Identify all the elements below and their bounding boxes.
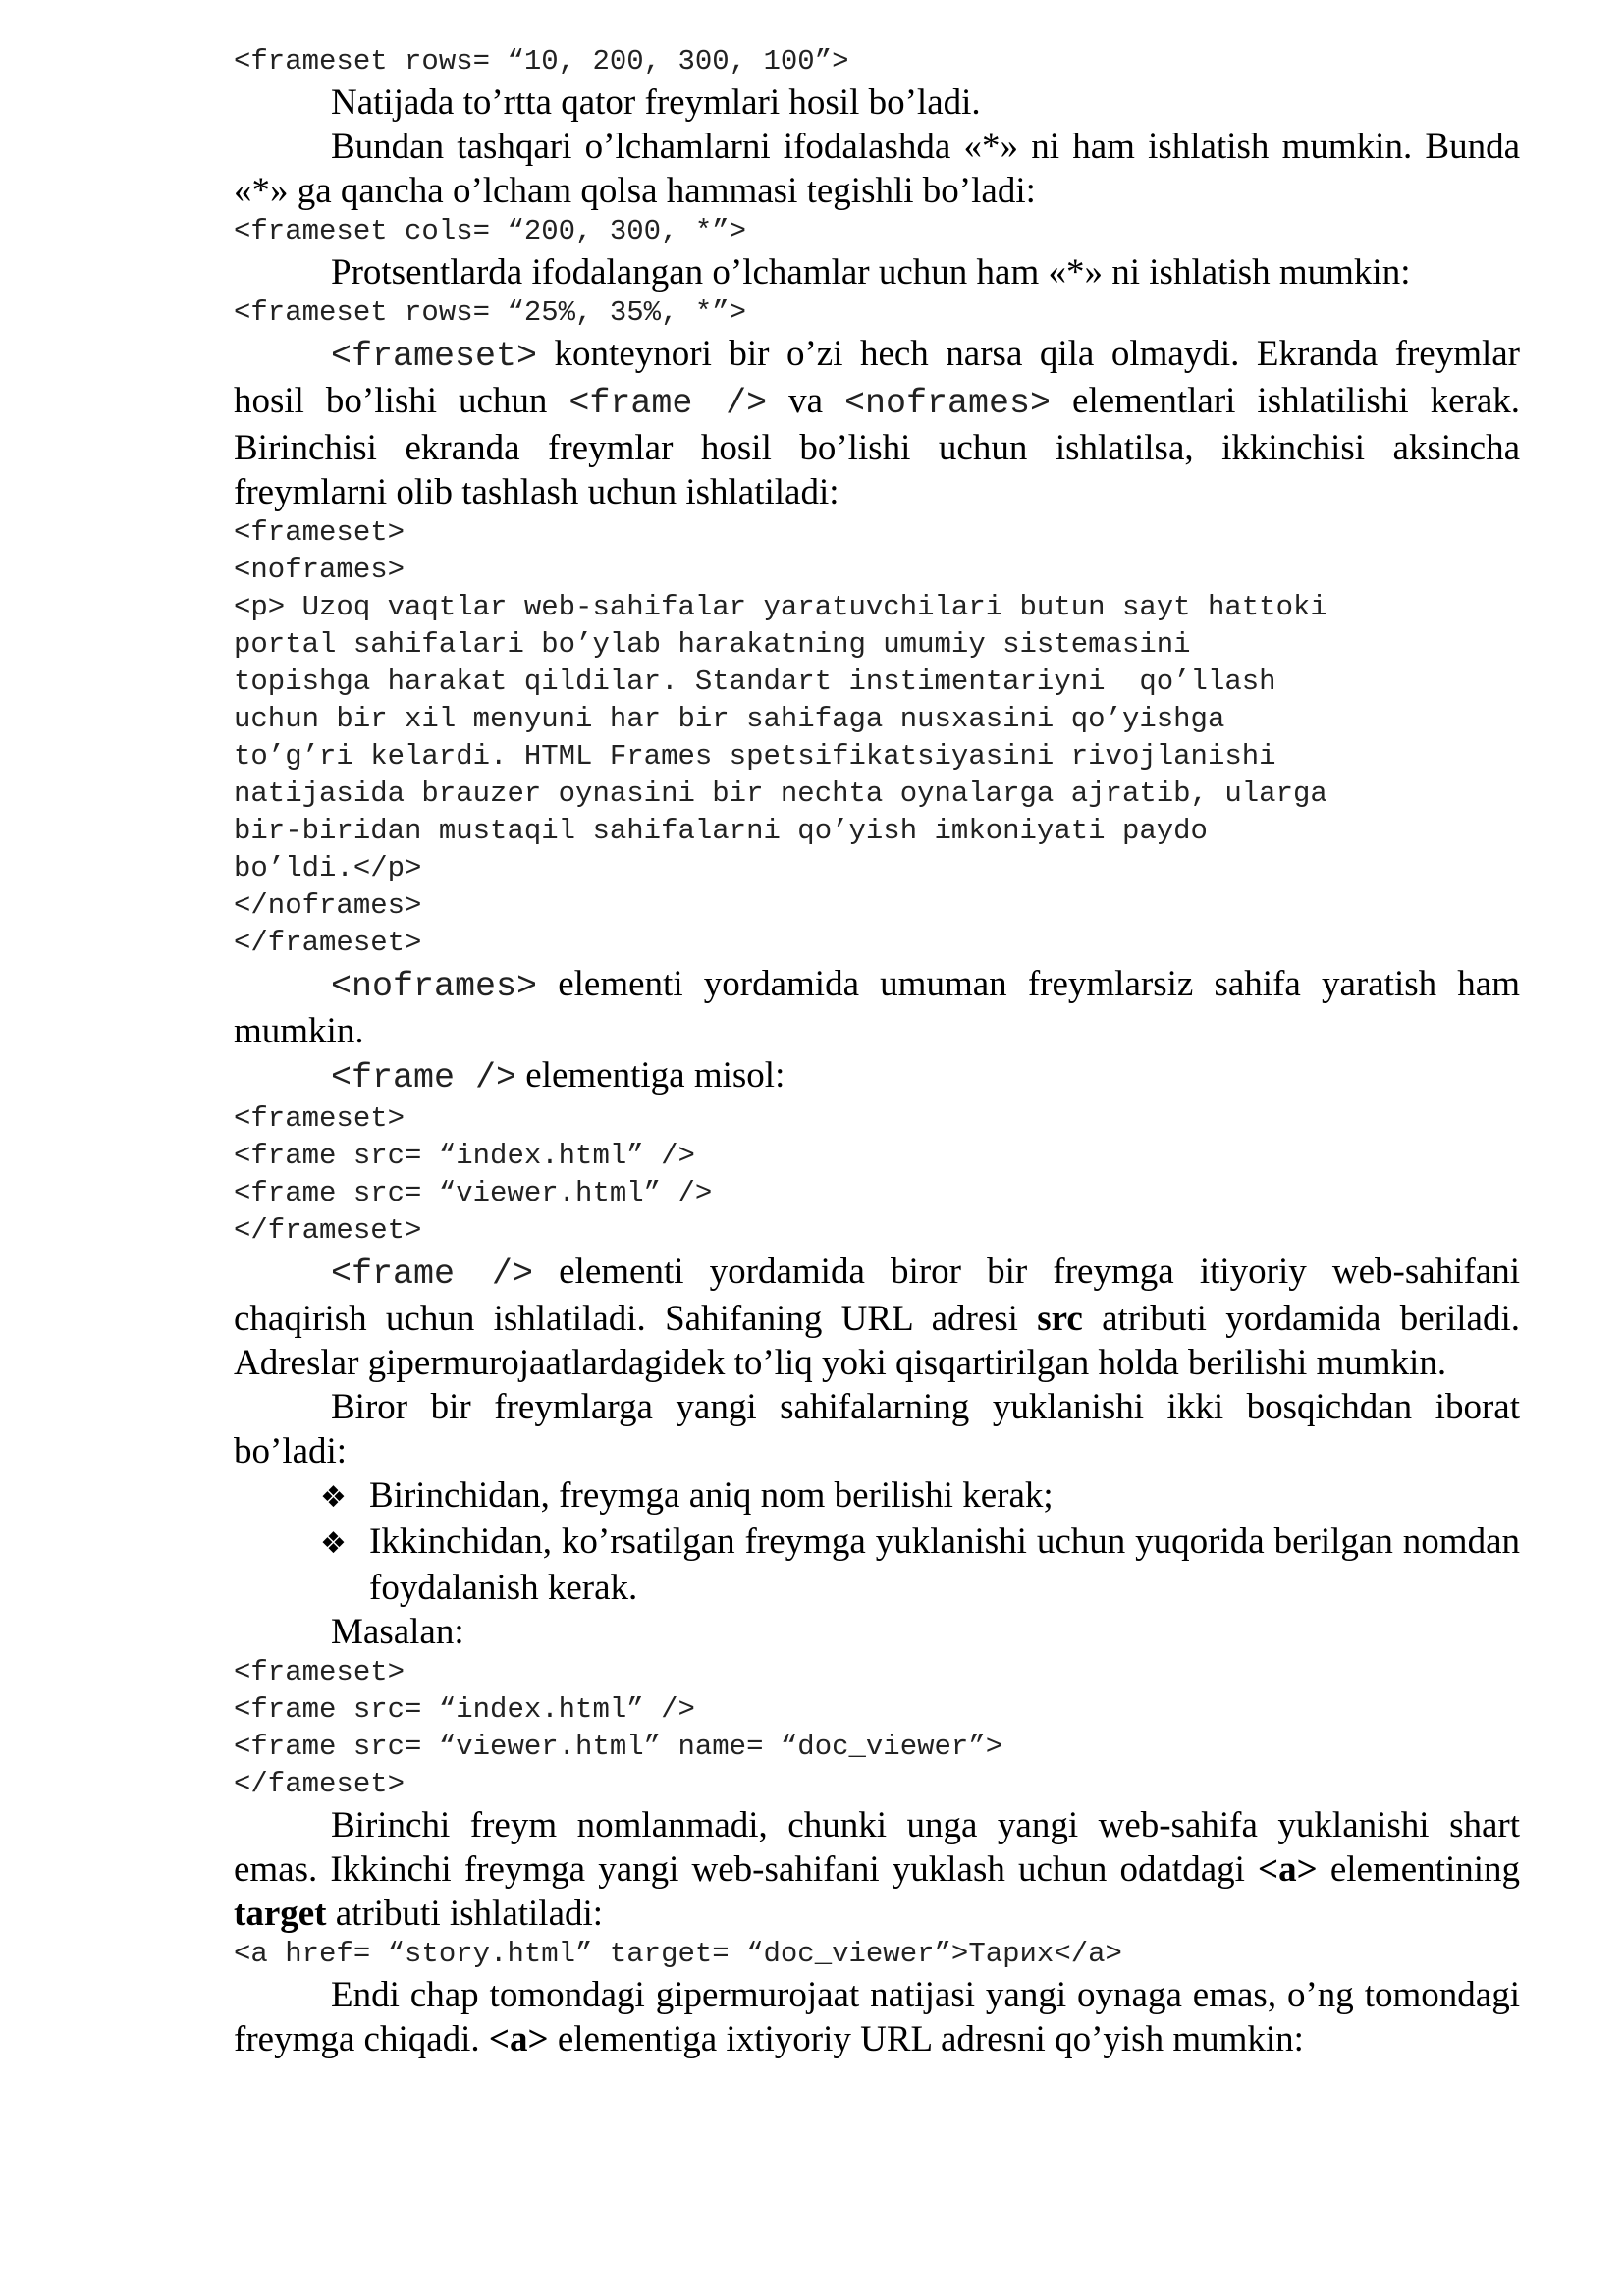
text-run: elementi yordamida umuman freymlarsiz sahifa yaratish ham mumkin. <box>234 964 1520 1051</box>
code-block: <frameset> <frame src= “index.html” /> <frame src= “viewer.html” /> </frameset> <box>234 1102 713 1247</box>
text-run: Birinchidan, freymga aniq nom berilishi kerak; <box>369 1475 1054 1516</box>
text-run: atributi yordamida beriladi. Adreslar gipermurojaatlardagidek to’liq yoki qisqartirilgan holda berilishi mumkin. <box>234 1299 1521 1383</box>
paragraph <box>234 1610 1520 1654</box>
text-run: Natijada to’rtta qator freymlari hosil bo’ladi. <box>331 82 981 123</box>
text-run: konteynori bir o’zi hech narsa qila olmaydi. Ekranda freymlar hosil bo’lishi uchun <box>234 334 1520 421</box>
bullet-item <box>234 1473 1520 1520</box>
inline-code: <frame /> <box>331 1255 533 1294</box>
paragraph <box>234 962 1520 1053</box>
text-run: Masalan: <box>331 1612 464 1652</box>
paragraph <box>234 332 1520 514</box>
code-block: <frameset> <noframes> <p> Uzoq vaqtlar web-sahifalar yaratuvchilari butun sayt hattoki portal sahifalari bo’ylab harakatning umumiy sistemasini topishga harakat qildilar. Standart instimentariyni qo’llash uchun bir xil menyuni har bir sahifaga nusxasini qo’yishga to’g’ri kelardi. HTML Frames spetsifikatsiyasini rivojlanishi natijasida brauzer oynasini bir nechta oynalarga ajratib, ularga bir-biridan mustaqil sahifalarni qo’yish imkoniyati paydo bo’ldi.</p> </noframes> </frameset> <box>234 516 1327 959</box>
paragraph <box>234 1250 1520 1385</box>
code-block: <frameset> <frame src= “index.html” /> <frame src= “viewer.html” name= “doc_viewer”> </fameset> <box>234 1656 1003 1800</box>
text-run: va <box>767 381 845 421</box>
text-run: Biror bir freymlarga yangi sahifalarning yuklanishi ikki bosqichdan iborat bo’ladi: <box>234 1387 1520 1471</box>
text-run: Bundan tashqari o’lchamlarni ifodalashda «*» ni ham ishlatish mumkin. Bunda «*» ga qancha o’lcham qolsa hammasi tegishli bo’ladi: <box>234 127 1520 211</box>
bold-term: <a> <box>488 2019 549 2059</box>
paragraph <box>234 1803 1520 1936</box>
code-block: <a href= “story.html” target= “doc_viewer”>Тарих</a> <box>234 1938 1122 1970</box>
paragraph <box>234 1053 1520 1100</box>
bold-term: <a> <box>1258 1849 1318 1890</box>
inline-code: <frame /> <box>568 384 768 423</box>
inline-code: <noframes> <box>331 967 538 1006</box>
bold-term: target <box>234 1894 327 1934</box>
text-run: elementiga misol: <box>516 1055 785 1095</box>
text-run: Protsentlarda ifodalangan o’lchamlar uchun ham «*» ni ishlatish mumkin: <box>331 252 1411 293</box>
text-run: elementining <box>1317 1849 1521 1890</box>
bullet-marker-icon: ❖ <box>320 1480 347 1515</box>
document-page <box>234 43 1520 2061</box>
bold-term: src <box>1037 1299 1083 1339</box>
text-run: atributi ishlatiladi: <box>326 1894 604 1934</box>
paragraph <box>234 1385 1520 1473</box>
code-block: <frameset rows= “25%, 35%, *”> <box>234 296 747 329</box>
code-block: <frameset rows= “10, 200, 300, 100”> <box>234 45 849 78</box>
text-run: Endi chap tomondagi gipermurojaat natijasi yangi oynaga emas, o’ng tomondagi freymga chiqadi. <box>234 1975 1520 2059</box>
bullet-marker-icon: ❖ <box>320 1526 347 1561</box>
text-run: elementlari ishlatilishi kerak. Birinchisi ekranda freymlar hosil bo’lishi uchun ishlatilsa, ikkinchisi aksincha freymlarni olib tashlash uchun ishlatiladi: <box>234 381 1520 512</box>
code-block: <frameset cols= “200, 300, *”> <box>234 215 747 247</box>
paragraph <box>234 1973 1520 2061</box>
inline-code: <frame /> <box>331 1058 517 1097</box>
text-run: Ikkinchidan, ko’rsatilgan freymga yuklanishi uchun yuqorida berilgan nomdan foydalanish kerak. <box>369 1522 1520 1608</box>
inline-code: <noframes> <box>844 384 1052 423</box>
paragraph <box>234 80 1520 125</box>
paragraph <box>234 125 1520 213</box>
text-run: elementiga ixtiyoriy URL adresni qo’yish mumkin: <box>548 2019 1304 2059</box>
inline-code: <frameset> <box>331 337 538 376</box>
bullet-item <box>234 1520 1520 1610</box>
text-run: Birinchi freym nomlanmadi, chunki unga yangi web-sahifa yuklanishi shart emas. Ikkinchi freymga yangi web-sahifani yuklash uchun odatdagi <box>234 1805 1520 1890</box>
paragraph <box>234 250 1520 294</box>
text-run: elementi yordamida biror bir freymga itiyoriy web-sahifani chaqirish uchun ishlatiladi. Sahifaning URL adresi <box>234 1252 1521 1339</box>
